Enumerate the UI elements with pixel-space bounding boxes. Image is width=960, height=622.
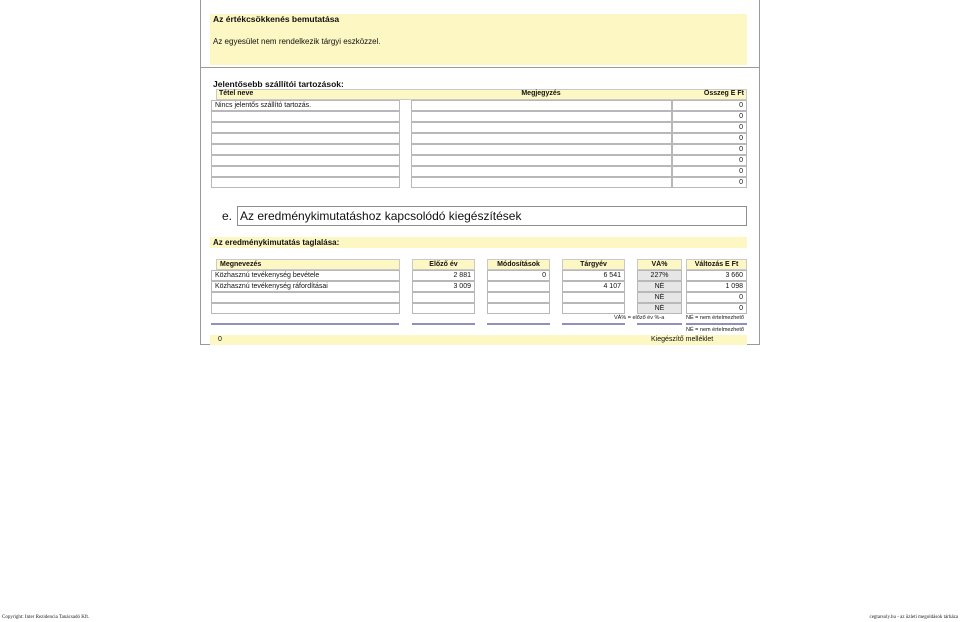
income-cell: 6 541 (562, 270, 625, 281)
income-header-5: Változás E Ft (686, 259, 747, 270)
legend-ne: NÉ = nem értelmezhető (686, 315, 744, 321)
income-cell (562, 303, 625, 314)
supplier-note-cell (411, 133, 672, 144)
suppliers-header-note: Megjegyzés (521, 90, 561, 97)
supplier-name-cell (211, 122, 400, 133)
section-e-title: Az eredménykimutatáshoz kapcsolódó kiegészítések (240, 209, 522, 223)
bottom-left-value: 0 (218, 336, 222, 343)
supplier-name-cell (211, 155, 400, 166)
income-cell: Közhasznú tevékenység ráfordításai (211, 281, 400, 292)
supplier-name-cell (211, 133, 400, 144)
supplier-amount-cell: 0 (672, 155, 747, 166)
supplier-name-cell (211, 166, 400, 177)
income-cell: 0 (686, 292, 747, 303)
section-e-letter: e. (222, 209, 233, 223)
underline-col2 (412, 323, 475, 325)
suppliers-title: Jelentősebb szállítói tartozások: (213, 79, 344, 89)
supplier-note-cell (411, 111, 672, 122)
bottom-right-label: Kiegészítő melléklet (651, 336, 714, 343)
income-header-0: Megnevezés (216, 259, 400, 270)
section-a-title: Az értékcsökkenés bemutatása (213, 14, 340, 24)
income-cell: NÉ (637, 292, 682, 303)
supplier-amount-cell: 0 (672, 122, 747, 133)
income-cell (211, 292, 400, 303)
income-cell (412, 292, 475, 303)
income-cell: NÉ (637, 281, 682, 292)
supplier-name-cell: Nincs jelentős szállító tartozás. (211, 100, 400, 111)
income-header-4: VÁ% (637, 259, 682, 270)
suppliers-header-name: Tétel neve (219, 90, 254, 97)
supplier-amount-cell: 0 (672, 111, 747, 122)
supplier-note-cell (411, 122, 672, 133)
income-header-1: Előző év (412, 259, 475, 270)
divider (200, 67, 760, 68)
income-cell (412, 303, 475, 314)
supplier-amount-cell: 0 (672, 177, 747, 188)
supplier-amount-cell: 0 (672, 133, 747, 144)
income-cell: NÉ (637, 303, 682, 314)
income-cell (487, 292, 550, 303)
underline-col6 (686, 323, 747, 325)
supplier-amount-cell: 0 (672, 100, 747, 111)
income-header-2: Módosítások (487, 259, 550, 270)
footer-copyright: Copyright: Inter Rezidencia Tanácsadó Kft. (2, 615, 90, 620)
supplier-note-cell (411, 155, 672, 166)
supplier-note-cell (411, 144, 672, 155)
income-cell (487, 303, 550, 314)
income-cell: 0 (487, 270, 550, 281)
income-cell (562, 292, 625, 303)
income-cell: 227% (637, 270, 682, 281)
supplier-name-cell (211, 144, 400, 155)
section-a-text: Az egyesület nem rendelkezik tárgyi eszközzel. (213, 37, 381, 46)
income-cell: Közhasznú tevékenység bevétele (211, 270, 400, 281)
income-cell (487, 281, 550, 292)
underline-col3 (487, 323, 550, 325)
supplier-amount-cell: 0 (672, 144, 747, 155)
underline-col5 (637, 323, 682, 325)
supplier-note-cell (411, 177, 672, 188)
supplier-name-cell (211, 111, 400, 122)
supplier-name-cell (211, 177, 400, 188)
supplier-note-cell (411, 166, 672, 177)
legend-ne-2: NÉ = nem értelmezhető (686, 327, 744, 333)
underline-col1 (211, 323, 399, 325)
income-cell: 3 660 (686, 270, 747, 281)
legend-va: VÁ% = előző év %-a (614, 315, 665, 321)
income-cell: 0 (686, 303, 747, 314)
underline-col4 (562, 323, 625, 325)
suppliers-header-amount: Összeg E Ft (703, 90, 744, 97)
income-cell: 2 881 (412, 270, 475, 281)
income-cell: 1 098 (686, 281, 747, 292)
section-e-subtitle: Az eredménykimutatás taglalása: (213, 238, 340, 247)
income-cell: 4 107 (562, 281, 625, 292)
supplier-amount-cell: 0 (672, 166, 747, 177)
footer-site: cegtarsoly.hu - az üzleti megoldások tárháza (869, 615, 958, 620)
income-cell (211, 303, 400, 314)
income-cell: 3 009 (412, 281, 475, 292)
supplier-note-cell (411, 100, 672, 111)
income-header-3: Tárgyév (562, 259, 625, 270)
